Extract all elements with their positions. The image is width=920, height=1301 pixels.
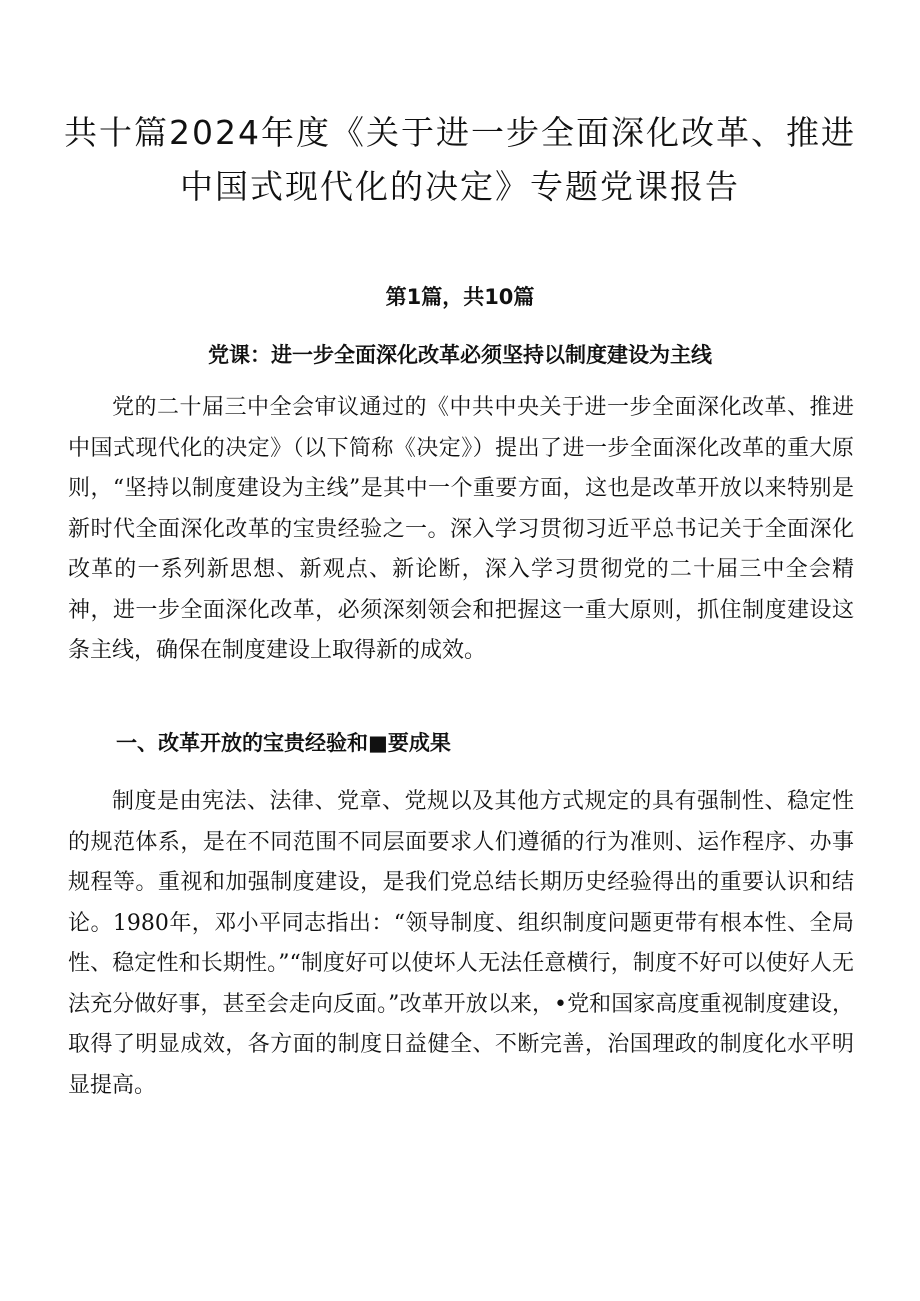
document-title-line-2: 中国式现代化的决定》专题党课报告: [180, 167, 740, 206]
section-heading-1: 一、改革开放的宝贵经验和■要成果: [116, 731, 451, 755]
part-label: 第1篇，共10篇: [385, 285, 535, 309]
document-title-line-1: 共十篇2024年度《关于进一步全面深化改革、推进: [64, 113, 856, 152]
paragraph-section-1: 制度是由宪法、法律、党章、党规以及其他方式规定的具有强制性、稳定性的规范体系，是在不同范围不同层面要求人们遵循的行为准则、运作程序、办事规程等。重视和加强制度建设，是我们党总结长期历史经验得出的重要认识和结论。1980年，邓小平同志指出：“领导制度、组织制度问题更带有根本性、全局性、稳定性和长期性。”“制度好可以使坏人无法任意横行，制度不好可以使好人无法充分做好事，甚至会走向反面。”改革开放以来，•党和国家高度重视制度建设，取得了明显成效，各方面的制度日益健全、不断完善，治国理政的制度化水平明显提高。: [68, 789, 854, 1098]
paragraph-intro: 党的二十届三中全会审议通过的《中共中央关于进一步全面深化改革、推进中国式现代化的决定》（以下简称《决定》）提出了进一步全面深化改革的重大原则，“坚持以制度建设为主线”是其中一个重要方面，这也是改革开放以来特别是新时代全面深化改革的宝贵经验之一。深入学习贯彻习近平总书记关于全面深化改革的一系列新思想、新观点、新论断，深入学习贯彻党的二十届三中全会精神，进一步全面深化改革，必须深刻领会和把握这一重大原则，抓住制度建设这条主线，确保在制度建设上取得新的成效。: [68, 395, 854, 663]
lesson-title: 党课：进一步全面深化改革必须坚持以制度建设为主线: [208, 343, 712, 367]
